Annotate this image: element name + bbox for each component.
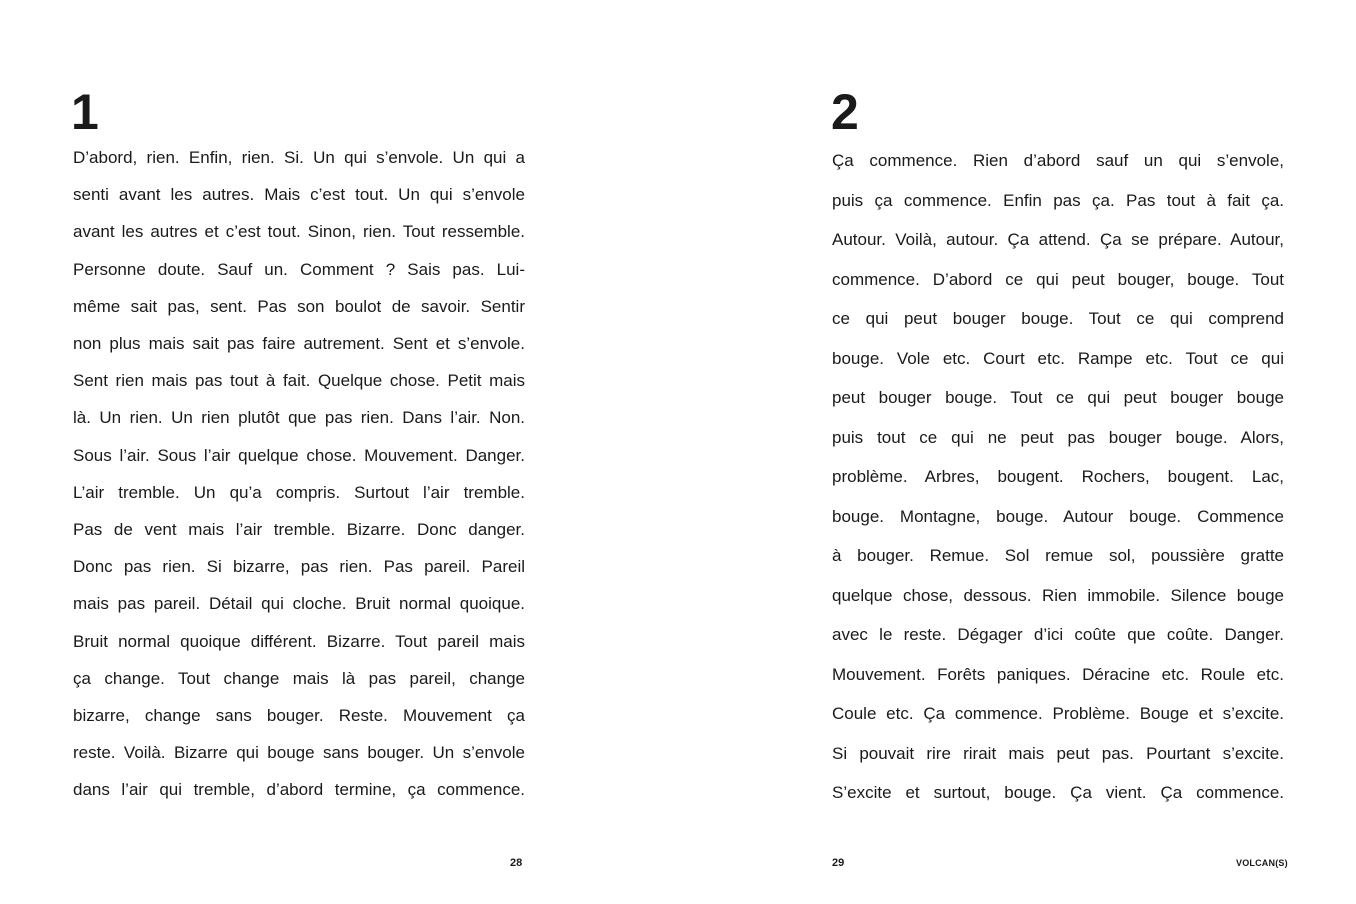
text-line: à bouger. Remue. Sol remue sol, poussière gratte <box>832 546 1284 565</box>
text-line: avant les autres et c’est tout. Sinon, rien. Tout ressemble. <box>73 222 525 242</box>
text-line: puis ça commence. Enfin pas ça. Pas tout à fait ça. <box>832 190 1284 210</box>
text-line: Mouvement. Forêts paniques. Déracine etc. Roule etc. <box>832 664 1284 684</box>
chapter-text <box>832 141 1284 813</box>
text-line: Personne doute. Sauf un. Comment ? Sais pas. Lui- <box>73 259 525 279</box>
page-number: 28 <box>510 857 523 869</box>
text-line: bizarre, change sans bouger. Reste. Mouvement ça <box>73 706 525 726</box>
text-line: mais pas pareil. Détail qui cloche. Bruit normal quoique. <box>73 594 525 614</box>
text-line: Sent rien mais pas tout à fait. Quelque chose. Petit mais <box>73 371 525 391</box>
text-line: Coule etc. Ça commence. Problème. Bouge et s’excite. <box>832 704 1284 723</box>
text-line: peut bouger bouge. Tout ce qui peut bouger bouge <box>832 388 1284 407</box>
text-line: Autour. Voilà, autour. Ça attend. Ça se prépare. Autour, <box>832 230 1284 249</box>
right-page <box>678 0 1356 904</box>
text-line: puis tout ce qui ne peut pas bouger bouge. Alors, <box>832 427 1284 447</box>
text-line: Pas de vent mais l’air tremble. Bizarre. Donc danger. <box>73 520 525 540</box>
text-line: là. Un rien. Un rien plutôt que pas rien. Dans l’air. Non. <box>73 408 525 428</box>
text-line: reste. Voilà. Bizarre qui bouge sans bouger. Un s’envole <box>73 743 525 763</box>
text-line: L’air tremble. Un qu’a compris. Surtout l’air tremble. <box>73 482 525 502</box>
chapter-number: 2 <box>831 84 858 140</box>
text-line: ça change. Tout change mais là pas pareil, change <box>73 668 525 688</box>
text-line: dans l’air qui tremble, d’abord termine, ça commence. <box>73 780 525 800</box>
text-line: non plus mais sait pas faire autrement. Sent et s’envole. <box>73 334 525 354</box>
running-head: VOLCAN(S) <box>1236 858 1288 868</box>
text-line: commence. D’abord ce qui peut bouger, bouge. Tout <box>832 269 1284 289</box>
text-line: quelque chose, dessous. Rien immobile. Silence bouge <box>832 585 1284 605</box>
page-number: 29 <box>832 857 845 869</box>
text-line: Bruit normal quoique différent. Bizarre. Tout pareil mais <box>73 631 525 651</box>
text-line: S’excite et surtout, bouge. Ça vient. Ça commence. <box>832 783 1284 802</box>
text-line: senti avant les autres. Mais c’est tout. Un qui s’envole <box>73 185 525 205</box>
text-line: problème. Arbres, bougent. Rochers, bougent. Lac, <box>832 467 1284 486</box>
chapter-text <box>73 139 525 809</box>
text-line: Si pouvait rire rirait mais peut pas. Pourtant s’excite. <box>832 743 1284 763</box>
text-line: bouge. Vole etc. Court etc. Rampe etc. Tout ce qui <box>832 348 1284 368</box>
text-line: ce qui peut bouger bouge. Tout ce qui comprend <box>832 309 1284 328</box>
text-line: D’abord, rien. Enfin, rien. Si. Un qui s’envole. Un qui a <box>73 148 525 167</box>
text-line: bouge. Montagne, bouge. Autour bouge. Commence <box>832 506 1284 526</box>
text-line: Ça commence. Rien d’abord sauf un qui s’envole, <box>832 151 1284 170</box>
text-line: Sous l’air. Sous l’air quelque chose. Mouvement. Danger. <box>73 445 525 465</box>
text-line: même sait pas, sent. Pas son boulot de savoir. Sentir <box>73 296 525 316</box>
text-line: Donc pas rien. Si bizarre, pas rien. Pas pareil. Pareil <box>73 557 525 577</box>
text-line: avec le reste. Dégager d’ici coûte que coûte. Danger. <box>832 625 1284 644</box>
chapter-number: 1 <box>71 84 98 140</box>
